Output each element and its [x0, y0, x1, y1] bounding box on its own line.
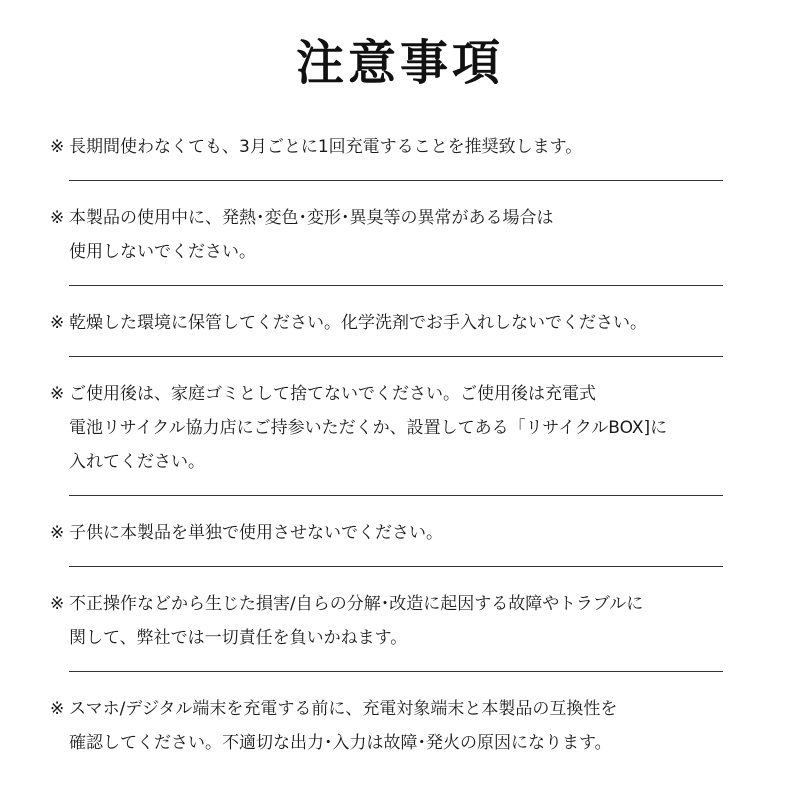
- note-item: [50, 377, 770, 496]
- divider: [69, 671, 723, 672]
- note-line: [50, 130, 770, 164]
- reference-mark: ※: [50, 313, 65, 333]
- note-text: 関して、弊社では一切責任を負いかねます。: [69, 628, 408, 648]
- note-item: [50, 692, 770, 760]
- note-item: [50, 587, 770, 672]
- note-text: 電池リサイクル協力店にご持参いただくか、設置してある「リサイクルBOX]に: [69, 418, 668, 438]
- note-text: 子供に本製品を単独で使用させないでください。: [69, 523, 443, 543]
- note-text: 使用しないでください。: [69, 242, 256, 262]
- note-item: [50, 201, 770, 286]
- note-text: ご使用後は、家庭ゴミとして捨てないでください。ご使用後は充電式: [69, 384, 596, 404]
- note-line: [50, 516, 770, 550]
- reference-mark: ※: [50, 699, 65, 719]
- note-line: [50, 445, 770, 479]
- reference-mark: ※: [50, 594, 65, 614]
- reference-mark: ※: [50, 384, 65, 404]
- note-line: [50, 692, 770, 726]
- note-line: [50, 235, 770, 269]
- divider: [69, 285, 723, 286]
- note-item: [50, 130, 770, 181]
- note-line: [50, 621, 770, 655]
- note-text: 長期間使わなくても、3月ごとに1回充電することを推奨致します。: [69, 137, 583, 157]
- note-line: [50, 201, 770, 235]
- reference-mark: ※: [50, 208, 65, 228]
- note-text: 乾燥した環境に保管してください。化学洗剤でお手入れしないでください。: [69, 313, 647, 333]
- note-line: [50, 411, 770, 445]
- note-text: 確認してください。不適切な出力･入力は故障･発火の原因になります。: [69, 733, 612, 753]
- divider: [69, 566, 723, 567]
- notes-list: [50, 130, 770, 760]
- note-line: [50, 726, 770, 760]
- divider: [69, 356, 723, 357]
- divider: [69, 495, 723, 496]
- reference-mark: ※: [50, 523, 65, 543]
- note-text: 入れてください。: [69, 452, 205, 472]
- note-line: [50, 306, 770, 340]
- note-line: [50, 377, 770, 411]
- note-line: [50, 587, 770, 621]
- note-text: 本製品の使用中に、発熱･変色･変形･異臭等の異常がある場合は: [69, 208, 554, 228]
- note-item: [50, 306, 770, 357]
- note-text: スマホ/デジタル端末を充電する前に、充電対象端末と本製品の互換性を: [69, 699, 618, 719]
- reference-mark: ※: [50, 137, 65, 157]
- page-title: 注意事項: [295, 35, 504, 91]
- note-item: [50, 516, 770, 567]
- note-text: 不正操作などから生じた損害/自らの分解･改造に起因する故障やトラブルに: [69, 594, 644, 614]
- divider: [69, 180, 723, 181]
